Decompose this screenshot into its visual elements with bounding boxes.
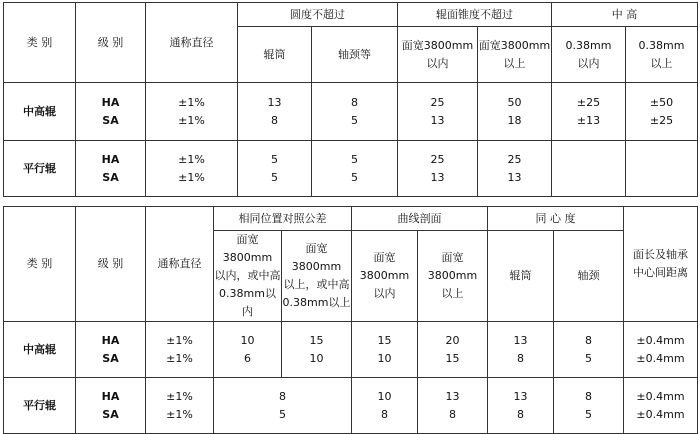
header-roll-taper: 辊面锥度不超过: [398, 3, 552, 27]
nominal-cell: ±1% ±1%: [146, 322, 214, 378]
value-cell: 8 5: [312, 83, 398, 141]
value-cell: 13 8: [418, 378, 488, 434]
value-cell: 10 6: [214, 322, 282, 378]
value-cell: ±50 ±25: [626, 83, 698, 141]
header-roll-barrel: 辊筒: [238, 27, 312, 83]
header-grade: 级 别: [76, 3, 146, 83]
value-cell: 8 5: [554, 322, 624, 378]
header-journal: 轴颈等: [312, 27, 398, 83]
value-cell: 8 5: [554, 378, 624, 434]
value-cell: 10 8: [352, 378, 418, 434]
value-cell: 13 8: [488, 322, 554, 378]
header-roundness: 圆度不超过: [238, 3, 398, 27]
grade-cell: HA SA: [76, 378, 146, 434]
table-row: [4, 83, 698, 141]
grade-cell: HA SA: [76, 322, 146, 378]
tolerance-table-top: [3, 2, 698, 197]
value-cell: 8 5: [214, 378, 352, 434]
tolerance-table-bottom: [3, 206, 698, 434]
table-row: [4, 378, 698, 434]
header-roll-barrel: 辊筒: [488, 231, 554, 322]
table-row: [4, 322, 698, 378]
header-cv-over: 面宽3800mm 以上: [418, 231, 488, 322]
header-crown-over: 0.38mm 以上: [626, 27, 698, 83]
header-crown-within: 0.38mm 以内: [552, 27, 626, 83]
grade-cell: HA SA: [76, 83, 146, 141]
header-face-within: 面宽3800mm 以内: [398, 27, 478, 83]
value-cell: [626, 141, 698, 197]
value-cell: 25 13: [398, 83, 478, 141]
table-row: [4, 141, 698, 197]
header-category: 类 别: [4, 3, 76, 83]
value-cell: ±0.4mm ±0.4mm: [624, 378, 698, 434]
value-cell: ±25 ±13: [552, 83, 626, 141]
nominal-cell: ±1% ±1%: [146, 141, 238, 197]
value-cell: 13 8: [238, 83, 312, 141]
header-grade: 级 别: [76, 207, 146, 322]
header-face-length: 面长及轴承 中心间距离: [624, 207, 698, 322]
header-category: 类 别: [4, 207, 76, 322]
header-same-position: 相同位置对照公差: [214, 207, 352, 231]
header-crown: 中 高: [552, 3, 698, 27]
value-cell: 5 5: [312, 141, 398, 197]
header-sp-over: 面宽3800mm 以上，或中高 0.38mm以上: [282, 231, 352, 322]
header-concentricity: 同 心 度: [488, 207, 624, 231]
value-cell: ±0.4mm ±0.4mm: [624, 322, 698, 378]
header-nominal-diameter: 通称直径: [146, 3, 238, 83]
value-cell: 50 18: [478, 83, 552, 141]
value-cell: [552, 141, 626, 197]
value-cell: 20 15: [418, 322, 488, 378]
header-journal: 轴颈: [554, 231, 624, 322]
value-cell: 25 13: [478, 141, 552, 197]
group-label: 平行辊: [4, 141, 76, 197]
header-sp-within: 面宽3800mm 以内，或中高 0.38mm以内: [214, 231, 282, 322]
value-cell: 15 10: [282, 322, 352, 378]
header-cv-within: 面宽3800mm 以内: [352, 231, 418, 322]
value-cell: 5 5: [238, 141, 312, 197]
header-face-over: 面宽3800mm 以上: [478, 27, 552, 83]
group-label: 中高辊: [4, 83, 76, 141]
value-cell: 15 10: [352, 322, 418, 378]
nominal-cell: ±1% ±1%: [146, 83, 238, 141]
value-cell: 13 8: [488, 378, 554, 434]
group-label: 平行辊: [4, 378, 76, 434]
header-curve-profile: 曲线剖面: [352, 207, 488, 231]
group-label: 中高辊: [4, 322, 76, 378]
value-cell: 25 13: [398, 141, 478, 197]
header-nominal-diameter: 通称直径: [146, 207, 214, 322]
nominal-cell: ±1% ±1%: [146, 378, 214, 434]
grade-cell: HA SA: [76, 141, 146, 197]
